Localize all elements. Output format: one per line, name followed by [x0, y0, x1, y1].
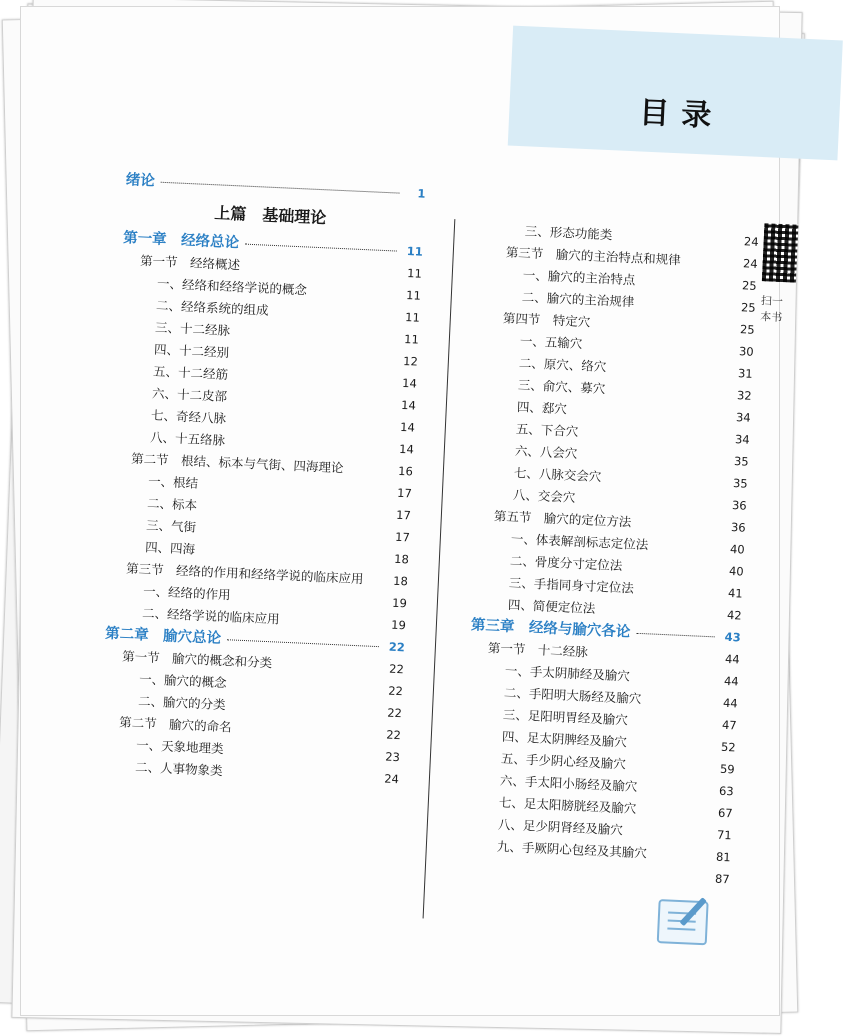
toc-entry-label: 七、八脉交会穴: [513, 465, 602, 485]
toc-entry-page: 52: [720, 739, 736, 755]
toc-entry-page: 14: [400, 397, 417, 413]
toc-entry-page: 24: [383, 771, 400, 787]
toc-entry-label: 二、原穴、络穴: [518, 355, 607, 375]
column-divider: [423, 219, 456, 918]
toc-entry-label: 三、十二经脉: [154, 319, 231, 339]
toc-entry-page: 87: [714, 871, 730, 887]
leader-dots: [161, 182, 400, 194]
toc-entry-label: 七、奇经八脉: [150, 407, 227, 426]
toc-entry-label: 二、手阳明大肠经及腧穴: [503, 684, 642, 707]
toc-entry-label: 第一节 十二经脉: [487, 640, 589, 660]
toc-entry-page: 11: [403, 331, 420, 347]
toc-entry-label: 二、人事物象类: [134, 759, 223, 779]
toc-entry-label: 第三节 腧穴的主治特点和规律: [505, 244, 682, 268]
toc-entry-page: 18: [392, 573, 409, 589]
toc-entry-label: 一、手太阴肺经及腧穴: [504, 662, 631, 684]
toc-entry-page: 35: [732, 476, 748, 491]
toc-entry-label: 一、经络和经络学说的概念: [156, 275, 308, 298]
toc-entry-page: 30: [738, 344, 754, 359]
toc-entry-page: 17: [396, 485, 413, 501]
toc-entry-label: 四、十二经别: [153, 341, 230, 361]
toc-entry-page: 63: [718, 783, 734, 799]
toc-entry-label: 七、足太阳膀胱经及腧穴: [498, 794, 637, 816]
toc-entry-page: 22: [387, 683, 404, 699]
toc-right-column: [459, 219, 759, 891]
toc-entry-label: 第一章 经络总论: [122, 230, 240, 252]
toc-entry-label: 六、手太阳小肠经及腧穴: [499, 772, 638, 794]
qr-code-icon: [762, 223, 799, 282]
toc-entry-page: 36: [730, 519, 746, 535]
toc-entry-label: 一、经络的作用: [142, 583, 231, 603]
toc-entry-label: 第三节 经络的作用和经络学说的临床应用: [125, 560, 364, 587]
toc-entry-label: 八、足少阴肾经及腧穴: [497, 816, 624, 838]
toc-entry-page: 47: [721, 717, 737, 733]
toc-entry-label: 四、足太阴脾经及腧穴: [501, 728, 628, 750]
toc-entry-page: 36: [731, 498, 747, 513]
toc-entry-page: 14: [401, 375, 418, 391]
toc-entry-page: 31: [737, 366, 753, 381]
toc-left-column: [99, 169, 426, 790]
toc-entry-page: 25: [741, 278, 757, 293]
toc-entry-page: 1: [417, 186, 426, 201]
toc-entry-page: 71: [716, 827, 732, 843]
toc-entry-label: 三、俞穴、募穴: [517, 377, 606, 397]
toc-entry-label: 六、十二皮部: [151, 385, 228, 404]
note-pencil-icon: [657, 899, 709, 945]
toc-entry-label: 一、五输穴: [519, 333, 583, 352]
qr-caption-line2: 本书: [759, 310, 783, 325]
qr-caption-line1: 扫一: [760, 294, 784, 309]
toc-entry-page: 12: [402, 353, 419, 369]
toc-entry-page: 44: [724, 651, 740, 667]
toc-entry-label: 四、郄穴: [516, 399, 568, 417]
toc-entry-page: 34: [734, 432, 750, 447]
toc-entry-label: 四、四海: [144, 539, 196, 557]
toc-entry-page: 19: [390, 617, 407, 633]
toc-entry-label: 绪论: [125, 172, 156, 190]
toc-entry-page: 22: [388, 661, 405, 677]
leader-dots: [637, 633, 715, 638]
toc-entry-page: 32: [736, 388, 752, 403]
toc-entry-page: 11: [406, 266, 423, 281]
toc-entry-label: 八、交会穴: [512, 487, 576, 505]
toc-entry-label: 二、经络系统的组成: [155, 297, 269, 318]
toc-entry-label: 第二节 腧穴的命名: [118, 714, 232, 735]
toc-entry-label: 二、经络学说的临床应用: [141, 605, 280, 627]
toc-entry-page: 16: [397, 463, 414, 479]
toc-entry-page: 11: [405, 288, 422, 303]
toc-entry-label: 一、根结: [147, 473, 199, 491]
toc-entry-page: 11: [404, 309, 421, 325]
toc-entry-label: 一、腧穴的概念: [138, 671, 227, 691]
toc-entry-label: 一、腧穴的主治特点: [522, 267, 636, 288]
toc-entry-label: 二、骨度分寸定位法: [509, 552, 623, 574]
toc-entry-label: 第一节 经络概述: [139, 252, 241, 273]
toc-entry-page: 43: [724, 629, 741, 645]
toc-entry-label: 第二章 腧穴总论: [104, 625, 222, 647]
toc-entry-label: 六、八会穴: [514, 443, 578, 461]
toc-entry-label: 一、天象地理类: [135, 737, 224, 757]
toc-entry-label: 二、标本: [146, 495, 198, 513]
toc-entry-label: 三、形态功能类: [524, 223, 613, 243]
toc-entry-page: 22: [385, 727, 402, 743]
toc-entry-page: 22: [386, 705, 403, 721]
toc-entry-page: 41: [727, 585, 743, 601]
toc-entry-label: 二、腧穴的主治规律: [521, 289, 635, 310]
toc-entry-label: 三、手指同身寸定位法: [508, 574, 635, 596]
toc-entry-page: 35: [733, 454, 749, 469]
toc-entry-page: 11: [406, 244, 424, 259]
toc-entry-label: 八、十五络脉: [149, 429, 226, 448]
toc-entry-label: 第二节 根结、标本与气街、四海理论: [130, 450, 344, 476]
toc-entry-page: 40: [729, 541, 745, 557]
toc-entry-label: 五、十二经筋: [152, 363, 229, 383]
toc-entry-page: 14: [399, 419, 416, 435]
toc-entry-page: 14: [398, 441, 415, 457]
toc-entry-label: 四、简便定位法: [507, 596, 596, 616]
toc-entry-page: 23: [384, 749, 401, 765]
toc-entry-label: 二、腧穴的分类: [137, 693, 226, 713]
toc-entry-page: 25: [739, 322, 755, 337]
toc-entry-label: 三、气街: [145, 517, 197, 535]
toc-entry-page: 44: [722, 695, 738, 711]
toc-page: [20, 6, 784, 1016]
toc-entry-label: 五、下合穴: [515, 421, 579, 439]
qr-caption: [760, 293, 783, 326]
toc-entry-label: 上篇 基础理论: [213, 203, 327, 228]
toc-entry-label: 第一节 腧穴的概念和分类: [121, 648, 273, 671]
toc-entry-page: 24: [742, 256, 758, 271]
toc-entry-page: 24: [743, 234, 759, 249]
toc-entry-label: 第三章 经络与腧穴各论: [470, 617, 631, 641]
toc-entry-label: 第四节 特定穴: [502, 310, 591, 330]
toc-entry-label: 三、足阳明胃经及腧穴: [502, 706, 629, 728]
toc-entry-page: 17: [395, 507, 412, 523]
page-title: 目录: [638, 95, 725, 135]
toc-entry-page: 59: [719, 761, 735, 777]
toc-entry-page: 44: [723, 673, 739, 689]
toc-entry-page: 67: [717, 805, 733, 821]
toc-entry-page: 18: [393, 551, 410, 567]
toc-entry-label: 一、体表解剖标志定位法: [510, 531, 649, 553]
leader-dots: [245, 244, 397, 252]
toc-entry-page: 42: [726, 607, 742, 623]
toc-entry-label: 九、手厥阴心包经及其腧穴: [496, 838, 648, 861]
toc-entry-page: 34: [735, 410, 751, 425]
leader-dots: [227, 639, 379, 647]
toc-entry-page: 22: [388, 639, 406, 655]
toc-entry-label: 第五节 腧穴的定位方法: [493, 508, 632, 530]
toc-entry-label: 五、手少阴心经及腧穴: [500, 750, 627, 772]
toc-entry-page: 25: [740, 300, 756, 315]
toc-entry-page: 81: [715, 849, 731, 865]
toc-entry-page: 19: [391, 595, 408, 611]
toc-entry-page: 17: [394, 529, 411, 545]
toc-entry-page: 40: [728, 563, 744, 579]
